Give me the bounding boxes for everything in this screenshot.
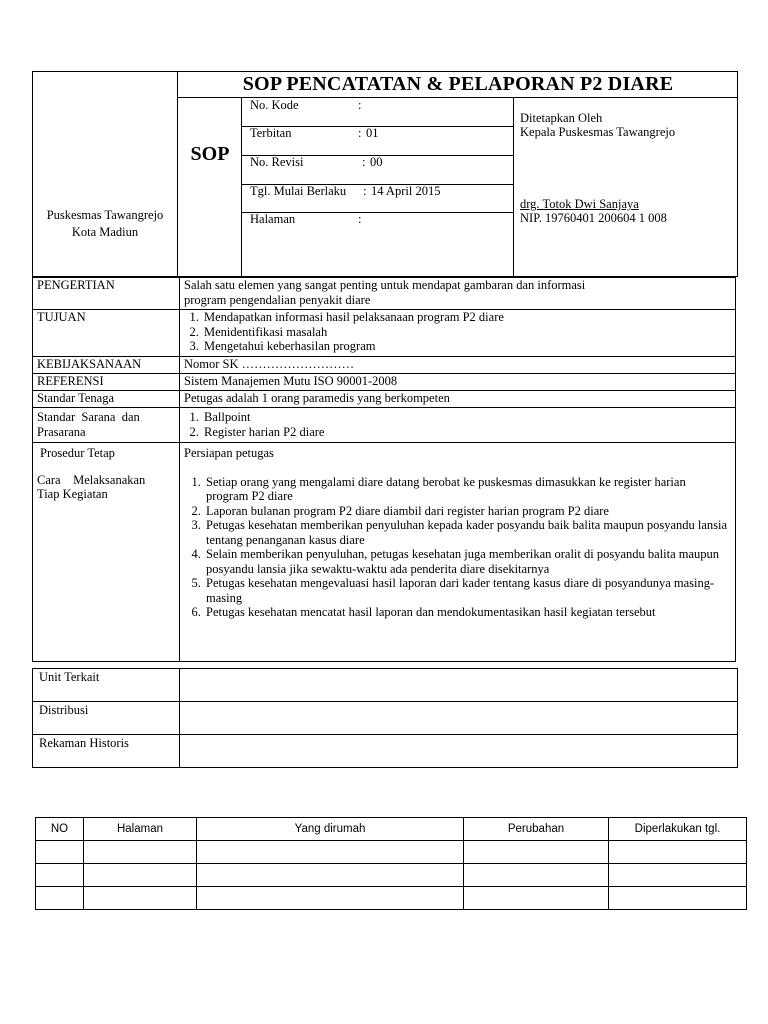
history-header-perubahan: Perubahan: [464, 818, 609, 841]
list-item: 1. Setiap orang yang mengalami diare datang berobat ke puskesmas dimasukkan ke register harian program P2 diare: [204, 475, 731, 504]
history-header-row: [36, 818, 747, 841]
field-no-revisi-label: No. Revisi: [250, 155, 304, 169]
list-item: 2. Register harian P2 diare: [202, 425, 731, 440]
field-no-kode-sep: :: [358, 98, 362, 112]
row-kebijaksanaan: [33, 357, 736, 374]
table-cell: [609, 887, 747, 910]
standar-sarana-label-line1: Standar Sarana dan: [37, 410, 140, 424]
approval-signer: drg. Totok Dwi Sanjaya: [520, 197, 639, 211]
list-item: 5. Petugas kesehatan mengevaluasi hasil laporan dari kader tentang kasus diare di posyandunya masing-masing: [204, 576, 731, 605]
table-cell: [36, 887, 84, 910]
list-item: 6. Petugas kesehatan mencatat hasil laporan dan mendokumentasikan hasil kegiatan tersebut: [204, 605, 731, 620]
referensi-label: REFERENSI: [33, 374, 180, 391]
pengertian-line1: Salah satu elemen yang sangat penting untuk mendapat gambaran dan informasi: [184, 278, 586, 292]
field-terbitan-sep: :: [358, 126, 362, 140]
table-row: [36, 864, 747, 887]
standar-sarana-text: [180, 408, 736, 443]
field-no-kode-label: No. Kode: [250, 98, 299, 112]
field-halaman-sep: :: [358, 212, 362, 226]
org-column: [32, 71, 178, 277]
prosedur-list: [184, 475, 731, 620]
table-cell: [84, 864, 197, 887]
field-tgl-sep: :: [363, 184, 367, 198]
rekaman-historis-value: [180, 735, 738, 768]
row-prosedur: [33, 443, 736, 662]
revision-history-table: [35, 817, 747, 910]
field-tgl-value: 14 April 2015: [371, 184, 441, 198]
row-distribusi: [33, 702, 738, 735]
prosedur-label2-line1: Cara Melaksanakan: [37, 472, 146, 487]
tujuan-text: [180, 310, 736, 357]
row-referensi: [33, 374, 736, 391]
kebijaksanaan-text: Nomor SK ………………………: [180, 357, 736, 374]
list-item: 1. Mendapatkan informasi hasil pelaksanaan program P2 diare: [202, 310, 731, 325]
table-cell: [36, 841, 84, 864]
table-cell: [197, 841, 464, 864]
list-item: 3. Mengetahui keberhasilan program: [202, 339, 731, 354]
row-tujuan: [33, 310, 736, 357]
tujuan-list: [184, 310, 731, 354]
field-no-revisi-value: 00: [370, 155, 383, 169]
table-cell: [84, 841, 197, 864]
row-standar-sarana: [33, 408, 736, 443]
rekaman-historis-label: Rekaman Historis: [33, 735, 180, 768]
sop-label-cell: [178, 98, 242, 277]
standar-sarana-label-line2: Prasarana: [37, 424, 86, 439]
list-item: 2. Menidentifikasi masalah: [202, 325, 731, 340]
standar-tenaga-text: Petugas adalah 1 orang paramedis yang berkompeten: [180, 391, 736, 408]
list-item: 1. Ballpoint: [202, 410, 731, 425]
standar-sarana-label: [33, 408, 180, 443]
table-cell: [609, 864, 747, 887]
field-tgl-label: Tgl. Mulai Berlaku: [250, 184, 347, 198]
row-rekaman-historis: [33, 735, 738, 768]
prosedur-intro: Persiapan petugas: [184, 446, 274, 460]
distribusi-value: [180, 702, 738, 735]
history-header-no: NO: [36, 818, 84, 841]
history-header-diperlakukan: Diperlakukan tgl.: [609, 818, 747, 841]
table-cell: [464, 841, 609, 864]
document-title: SOP PENCATATAN & PELAPORAN P2 DIARE: [242, 73, 674, 95]
field-halaman-label: Halaman: [250, 212, 296, 226]
field-no-revisi-sep: :: [362, 155, 366, 169]
sop-label: SOP: [190, 143, 230, 165]
table-row: [36, 841, 747, 864]
list-item: 2. Laporan bulanan program P2 diare diambil dari register harian program P2 diare: [204, 504, 731, 519]
table-cell: [197, 887, 464, 910]
table-cell: [36, 864, 84, 887]
distribusi-label: Distribusi: [33, 702, 180, 735]
prosedur-label: [33, 443, 180, 662]
history-header-halaman: Halaman: [84, 818, 197, 841]
prosedur-label-line: Prosedur Tetap: [40, 446, 115, 460]
approval-nip: NIP. 19760401 200604 1 008: [520, 211, 667, 225]
approval-line2: Kepala Puskesmas Tawangrejo: [520, 125, 676, 139]
referensi-text: Sistem Manajemen Mutu ISO 90001-2008: [180, 374, 736, 391]
approval-line1: Ditetapkan Oleh: [520, 111, 603, 125]
pengertian-line2: program pengendalian penyakit diare: [184, 292, 371, 307]
sop-footer-table: [32, 668, 738, 768]
row-unit-terkait: [33, 669, 738, 702]
table-cell: [84, 887, 197, 910]
row-standar-tenaga: [33, 391, 736, 408]
prosedur-text: [180, 443, 736, 662]
org-city-line: Kota Madiun: [71, 225, 139, 239]
pengertian-label: PENGERTIAN: [33, 278, 180, 310]
table-cell: [197, 864, 464, 887]
field-terbitan-label: Terbitan: [250, 126, 292, 140]
tujuan-label: TUJUAN: [33, 310, 180, 357]
table-cell: [464, 864, 609, 887]
org-name-line: Puskesmas Tawangrejo: [46, 208, 164, 222]
unit-terkait-value: [180, 669, 738, 702]
list-item: 3. Petugas kesehatan memberikan penyuluhan kepada kader posyandu baik balita maupun posyandu lansia tentang penanganan kasus diare: [204, 518, 731, 547]
table-row: [36, 887, 747, 910]
table-cell: [609, 841, 747, 864]
table-cell: [464, 887, 609, 910]
kebijaksanaan-label: KEBIJAKSANAAN: [33, 357, 180, 374]
unit-terkait-label: Unit Terkait: [33, 669, 180, 702]
sop-body-table: [32, 277, 736, 662]
field-terbitan-value: 01: [366, 126, 379, 140]
history-header-yang-dirumah: Yang dirumah: [197, 818, 464, 841]
org-name: [32, 207, 178, 241]
standar-sarana-list: [184, 410, 731, 439]
pengertian-text: [180, 278, 736, 310]
row-pengertian: [33, 278, 736, 310]
standar-tenaga-label: Standar Tenaga: [33, 391, 180, 408]
list-item: 4. Selain memberikan penyuluhan, petugas kesehatan juga memberikan oralit di posyandu balita maupun posyandu lansia jika sewaktu-waktu ada penderita diare disekitarnya: [204, 547, 731, 576]
prosedur-label2-line2: Tiap Kegiatan: [37, 487, 108, 501]
